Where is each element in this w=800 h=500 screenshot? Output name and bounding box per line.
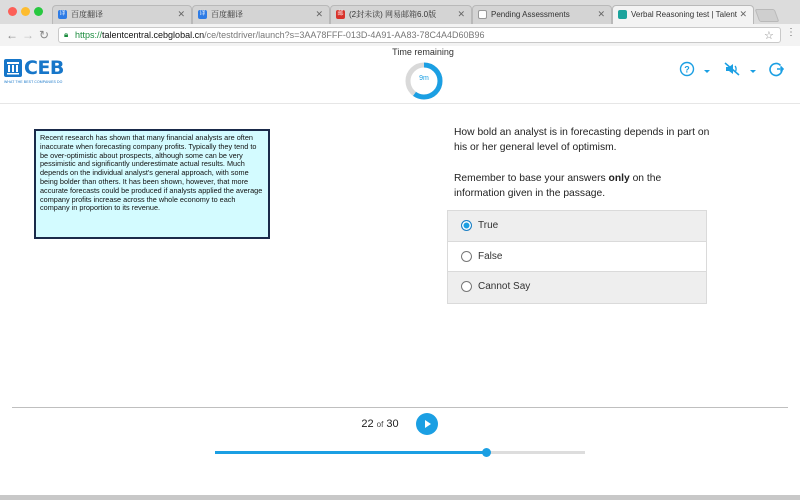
- passage-text: Recent research has shown that many financial analysts are often inaccurate when forecasting company profits. Typically they tend to be over-optimistic about prospects, although some can be very pessimistic and significantly underestimate actual results. Much depends on the individual analyst's general approach, with some being bolder than others. It has been shown, however, that more accurate forecasts could be produced if analysts applied the average company profits increase across the whole economy to each company in proportion to its revenue.: [40, 133, 263, 213]
- back-arrow-icon[interactable]: ←: [6, 28, 18, 42]
- close-tab-icon[interactable]: ✕: [739, 9, 747, 19]
- help-icon[interactable]: [679, 61, 695, 82]
- logo-text: CEB: [24, 57, 64, 79]
- question-counter: [340, 418, 420, 430]
- tab-title: Pending Assessments: [491, 10, 570, 19]
- bookmark-star-icon[interactable]: ☆: [764, 30, 774, 42]
- answer-options: [447, 210, 707, 304]
- close-tab-icon[interactable]: ✕: [457, 9, 465, 19]
- baidu-translate-icon: 译: [199, 11, 206, 17]
- radio-button[interactable]: [461, 220, 472, 231]
- exit-icon[interactable]: [768, 61, 784, 82]
- instruction-text: on the information given in the passage.: [454, 173, 662, 199]
- new-tab-button[interactable]: [755, 9, 780, 22]
- radio-button[interactable]: [461, 251, 472, 262]
- answer-label: False: [478, 250, 503, 262]
- url-protocol: https://: [75, 30, 103, 40]
- progress-fill: [215, 451, 486, 454]
- timer-value: 9m: [419, 75, 429, 82]
- sound-dropdown-chevron-icon[interactable]: [750, 70, 756, 73]
- question-instruction: [454, 171, 704, 201]
- url-path: /ce/testdriver/launch?s=3AA78FFF-013D-4A91-AA83-78C4A4D60B96: [204, 30, 485, 40]
- tab-strip: [0, 0, 800, 24]
- browser-tab[interactable]: [192, 5, 330, 24]
- progress-track: [215, 451, 585, 454]
- browser-tab-active[interactable]: [612, 5, 754, 25]
- close-window-button[interactable]: [8, 7, 17, 16]
- url-host: talentcentral.cebglobal.cn: [102, 30, 205, 40]
- zoom-window-button[interactable]: [34, 7, 43, 16]
- answer-option-false[interactable]: [448, 242, 706, 273]
- radio-button[interactable]: [461, 281, 472, 292]
- baidu-translate-icon: 译: [59, 11, 66, 17]
- minimize-window-button[interactable]: [21, 7, 30, 16]
- help-dropdown-chevron-icon[interactable]: [704, 70, 710, 73]
- building-icon: [4, 59, 22, 77]
- instruction-text: Remember to base your answers: [454, 173, 609, 184]
- browser-menu-icon[interactable]: ⋮: [786, 27, 795, 38]
- sound-off-icon[interactable]: [723, 61, 741, 82]
- svg-text:?: ?: [684, 64, 690, 75]
- talentcentral-icon: [618, 10, 627, 19]
- document-icon: [478, 10, 487, 19]
- logo-tagline: WHAT THE BEST COMPANIES DO: [4, 80, 63, 84]
- app-header: [0, 46, 800, 104]
- browser-chrome: [0, 0, 800, 46]
- next-question-button[interactable]: [416, 413, 438, 435]
- tab-title: Verbal Reasoning test | Talent: [631, 10, 737, 19]
- forward-arrow-icon[interactable]: →: [22, 28, 34, 42]
- browser-toolbar: [0, 24, 800, 46]
- progress-knob: [482, 448, 491, 457]
- tab-title: 百度翻译: [211, 10, 243, 19]
- current-question-number: 22: [361, 418, 374, 430]
- reload-icon[interactable]: ↻: [39, 28, 50, 42]
- browser-tab[interactable]: [52, 5, 192, 24]
- answer-option-cannot-say[interactable]: [448, 272, 706, 303]
- answer-label: Cannot Say: [478, 281, 531, 292]
- answer-label: True: [478, 220, 499, 231]
- address-bar[interactable]: [58, 27, 781, 43]
- counter-of-label: of: [376, 420, 384, 429]
- close-tab-icon[interactable]: ✕: [315, 9, 323, 19]
- question-statement: How bold an analyst is in forecasting depends in part on his or her general level of optimism.: [454, 127, 710, 153]
- tab-title: (2封未读) 网易邮箱6.0版: [349, 10, 437, 19]
- instruction-emphasis: only: [608, 173, 630, 184]
- bottom-scrollbar[interactable]: [0, 495, 800, 500]
- answer-option-true[interactable]: [448, 211, 706, 242]
- footer-divider: [12, 407, 788, 408]
- timer-label: Time remaining: [392, 47, 454, 57]
- total-questions: 30: [386, 418, 399, 430]
- lock-icon: 🔒︎: [64, 30, 69, 39]
- netease-mail-icon: 邮: [337, 11, 344, 17]
- reading-passage: [34, 129, 270, 239]
- browser-tab[interactable]: [472, 5, 612, 24]
- close-tab-icon[interactable]: ✕: [177, 9, 185, 19]
- close-tab-icon[interactable]: ✕: [597, 9, 605, 19]
- tab-title: 百度翻译: [71, 10, 103, 19]
- ceb-logo: [4, 58, 70, 84]
- browser-tab[interactable]: [330, 5, 472, 24]
